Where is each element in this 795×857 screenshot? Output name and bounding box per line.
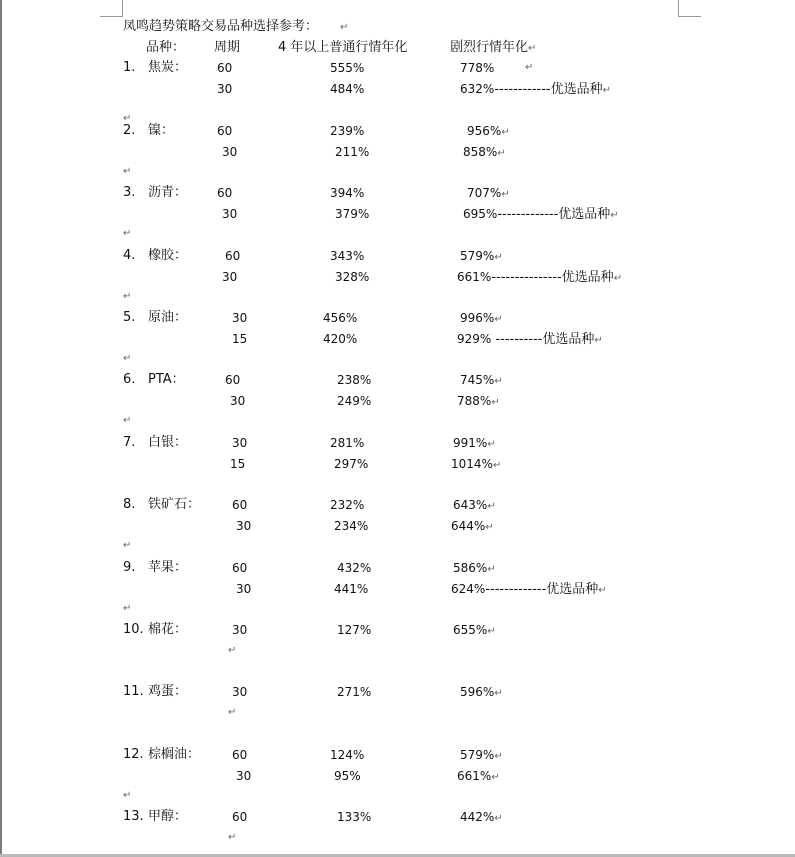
normal-annualized-value: 232% — [330, 498, 365, 512]
paragraph-mark-icon: ↵ — [492, 460, 502, 471]
period-value: 60 — [232, 561, 248, 575]
intense-annualized-value: 596% — [460, 685, 495, 699]
period-value: 60 — [217, 61, 233, 75]
intense-annualized-cell — [453, 560, 496, 578]
period-value: 30 — [236, 582, 252, 596]
intense-annualized-cell — [451, 456, 501, 474]
intense-annualized-cell — [463, 206, 619, 224]
normal-annualized-value: 328% — [335, 270, 370, 284]
normal-annualized-value: 249% — [337, 394, 372, 408]
intense-annualized-value: 643% — [453, 498, 488, 512]
intense-annualized-cell — [453, 497, 496, 515]
paragraph-mark-icon: ↵ — [123, 540, 132, 551]
paragraph-mark-icon: ↵ — [123, 113, 132, 124]
entry-index: 11. — [123, 684, 144, 699]
intense-annualized-cell — [463, 144, 506, 162]
paragraph-mark-icon: ↵ — [487, 439, 496, 450]
entry-index: 6. — [123, 372, 136, 387]
period-value: 30 — [232, 623, 248, 637]
normal-annualized-value: 343% — [330, 249, 365, 263]
paragraph-mark-icon: ↵ — [491, 772, 500, 783]
normal-annualized-value: 281% — [330, 436, 365, 450]
period-value: 30 — [236, 519, 252, 533]
intense-annualized-value: 707% — [467, 186, 502, 200]
paragraph-mark-icon: ↵ — [494, 688, 503, 699]
paragraph-mark-icon: ↵ — [123, 415, 132, 426]
normal-annualized-value: 271% — [337, 685, 372, 699]
margin-corner-mark-right — [678, 0, 701, 17]
normal-annualized-value: 441% — [334, 582, 369, 596]
paragraph-mark-icon: ↵ — [487, 626, 496, 637]
paragraph-mark-icon: ↵ — [594, 335, 603, 346]
header-period: 周期 — [214, 40, 241, 55]
preferred-note: -------------优选品种 — [497, 207, 611, 222]
preferred-note: -------------优选品种 — [485, 582, 599, 597]
intense-annualized-value: 624% — [451, 582, 486, 596]
entry-name: 白银： — [148, 435, 188, 450]
intense-annualized-value: 788% — [457, 394, 492, 408]
paragraph-mark-icon: ↵ — [613, 273, 623, 284]
intense-annualized-cell — [457, 269, 622, 287]
normal-annualized-value: 234% — [334, 519, 369, 533]
period-value: 60 — [232, 498, 248, 512]
normal-annualized-value: 133% — [337, 810, 372, 824]
normal-annualized-value: 484% — [330, 82, 365, 96]
entry-name: 原油： — [148, 310, 188, 325]
preferred-note: ------------优选品种 — [494, 82, 603, 97]
intense-annualized-value: 586% — [453, 561, 488, 575]
entry-name: 焦炭： — [148, 60, 188, 75]
paragraph-mark-icon: ↵ — [494, 252, 503, 263]
intense-annualized-value: 991% — [453, 436, 488, 450]
entry-name: PTA： — [148, 372, 185, 387]
normal-annualized-value: 456% — [323, 311, 358, 325]
intense-annualized-cell — [457, 768, 500, 786]
intense-annualized-cell — [460, 248, 503, 266]
period-value: 30 — [230, 394, 246, 408]
intense-annualized-value: 778% — [460, 61, 495, 75]
intense-annualized-value: 442% — [460, 810, 495, 824]
period-value: 15 — [230, 457, 246, 471]
paragraph-mark-icon: ↵ — [610, 210, 619, 221]
intense-annualized-value: 661% — [457, 769, 492, 783]
paragraph-mark-icon: ↵ — [494, 314, 503, 325]
normal-annualized-value: 211% — [335, 145, 370, 159]
period-value: 60 — [232, 810, 248, 824]
period-value: 60 — [232, 748, 248, 762]
period-value: 30 — [222, 270, 238, 284]
entry-index: 12. — [123, 747, 144, 762]
intense-annualized-cell — [451, 581, 607, 599]
paragraph-mark-icon: ↵ — [494, 751, 503, 762]
normal-annualized-value: 420% — [323, 332, 358, 346]
header-normal-annualized: 4 年以上普通行情年化 — [278, 40, 408, 55]
intense-annualized-value: 632% — [460, 82, 495, 96]
intense-annualized-value: 579% — [460, 249, 495, 263]
period-value: 30 — [217, 82, 233, 96]
intense-annualized-value: 956% — [467, 124, 502, 138]
entry-index: 5. — [123, 310, 136, 325]
intense-annualized-cell — [467, 123, 510, 141]
normal-annualized-value: 297% — [334, 457, 369, 471]
entry-index: 1. — [123, 60, 136, 75]
paragraph-mark-icon: ↵ — [497, 148, 506, 159]
paragraph-mark-icon: ↵ — [123, 603, 132, 614]
paragraph-mark-icon: ↵ — [123, 353, 132, 364]
paragraph-mark-icon: ↵ — [123, 166, 132, 177]
entry-name: 橡胶： — [148, 248, 188, 263]
page-left-edge — [0, 0, 2, 857]
intense-annualized-value: 745% — [460, 373, 495, 387]
intense-annualized-cell — [453, 435, 496, 453]
intense-annualized-cell — [460, 310, 503, 328]
normal-annualized-value: 555% — [330, 61, 365, 75]
intense-annualized-cell — [460, 747, 503, 765]
entry-name: 鸡蛋： — [148, 684, 188, 699]
entry-index: 2. — [123, 123, 136, 138]
intense-annualized-value: 695% — [463, 207, 498, 221]
period-value: 30 — [232, 685, 248, 699]
paragraph-mark-icon: ↵ — [228, 832, 237, 843]
entry-index: 13. — [123, 809, 144, 824]
period-value: 30 — [236, 769, 252, 783]
normal-annualized-value: 432% — [337, 561, 372, 575]
paragraph-mark-icon: ↵ — [525, 62, 534, 73]
intense-annualized-value: 1014% — [451, 457, 493, 471]
intense-annualized-cell — [460, 372, 503, 390]
normal-annualized-value: 239% — [330, 124, 365, 138]
entry-index: 10. — [123, 622, 144, 637]
normal-annualized-value: 379% — [335, 207, 370, 221]
entry-name: 镍： — [148, 123, 175, 138]
intense-annualized-value: 996% — [460, 311, 495, 325]
paragraph-mark-icon: ↵ — [340, 22, 349, 33]
paragraph-mark-icon: ↵ — [228, 707, 237, 718]
entry-name: 铁矿石： — [148, 497, 201, 512]
entry-index: 8. — [123, 497, 136, 512]
paragraph-mark-icon: ↵ — [494, 813, 503, 824]
intense-annualized-cell — [460, 684, 503, 702]
paragraph-mark-icon: ↵ — [487, 564, 496, 575]
period-value: 60 — [217, 186, 233, 200]
intense-annualized-cell — [451, 518, 494, 536]
paragraph-mark-icon: ↵ — [598, 585, 607, 596]
period-value: 15 — [232, 332, 248, 346]
intense-annualized-cell — [457, 393, 500, 411]
intense-annualized-cell — [460, 60, 494, 76]
period-value: 30 — [232, 311, 248, 325]
entry-name: 棕榈油： — [148, 747, 201, 762]
intense-annualized-cell — [453, 622, 496, 640]
intense-annualized-value: 929% — [457, 332, 492, 346]
entry-index: 9. — [123, 560, 136, 575]
entry-name: 沥青： — [148, 185, 188, 200]
intense-annualized-cell — [467, 185, 510, 203]
paragraph-mark-icon: ↵ — [123, 291, 132, 302]
entry-name: 棉花： — [148, 622, 188, 637]
preferred-note: ----------优选品种 — [491, 332, 595, 347]
period-value: 60 — [217, 124, 233, 138]
intense-annualized-value: 655% — [453, 623, 488, 637]
entry-index: 4. — [123, 248, 136, 263]
intense-annualized-value: 644% — [451, 519, 486, 533]
paragraph-mark-icon: ↵ — [494, 376, 503, 387]
paragraph-mark-icon: ↵ — [123, 790, 132, 801]
document-title: 凤鸣趋势策略交易品种选择参考： ↵ — [123, 19, 349, 34]
period-value: 30 — [222, 145, 238, 159]
period-value: 30 — [232, 436, 248, 450]
period-value: 30 — [222, 207, 238, 221]
period-value: 60 — [225, 249, 241, 263]
entry-name: 甲醇： — [148, 809, 188, 824]
preferred-note: ---------------优选品种 — [491, 270, 614, 285]
header-intense-annualized: 剧烈行情年化↵ — [450, 40, 537, 55]
entry-index: 7. — [123, 435, 136, 450]
paragraph-mark-icon: ↵ — [491, 397, 500, 408]
paragraph-mark-icon: ↵ — [501, 189, 510, 200]
intense-annualized-value: 579% — [460, 748, 495, 762]
normal-annualized-value: 127% — [337, 623, 372, 637]
period-value: 60 — [225, 373, 241, 387]
intense-annualized-cell — [457, 331, 603, 349]
paragraph-mark-icon: ↵ — [485, 522, 494, 533]
intense-annualized-value: 858% — [463, 145, 498, 159]
intense-annualized-cell — [460, 81, 611, 99]
normal-annualized-value: 95% — [334, 769, 361, 783]
paragraph-mark-icon: ↵ — [528, 43, 537, 54]
paragraph-mark-icon: ↵ — [487, 501, 496, 512]
normal-annualized-value: 238% — [337, 373, 372, 387]
intense-annualized-cell — [460, 809, 503, 827]
paragraph-mark-icon: ↵ — [123, 228, 132, 239]
paragraph-mark-icon: ↵ — [501, 127, 510, 138]
margin-corner-mark-left — [100, 0, 123, 17]
header-variety: 品种： — [146, 40, 186, 55]
intense-annualized-value: 661% — [457, 270, 492, 284]
normal-annualized-value: 124% — [330, 748, 365, 762]
paragraph-mark-icon: ↵ — [228, 645, 237, 656]
entry-index: 3. — [123, 185, 136, 200]
entry-name: 苹果： — [148, 560, 188, 575]
normal-annualized-value: 394% — [330, 186, 365, 200]
paragraph-mark-icon: ↵ — [602, 85, 611, 96]
